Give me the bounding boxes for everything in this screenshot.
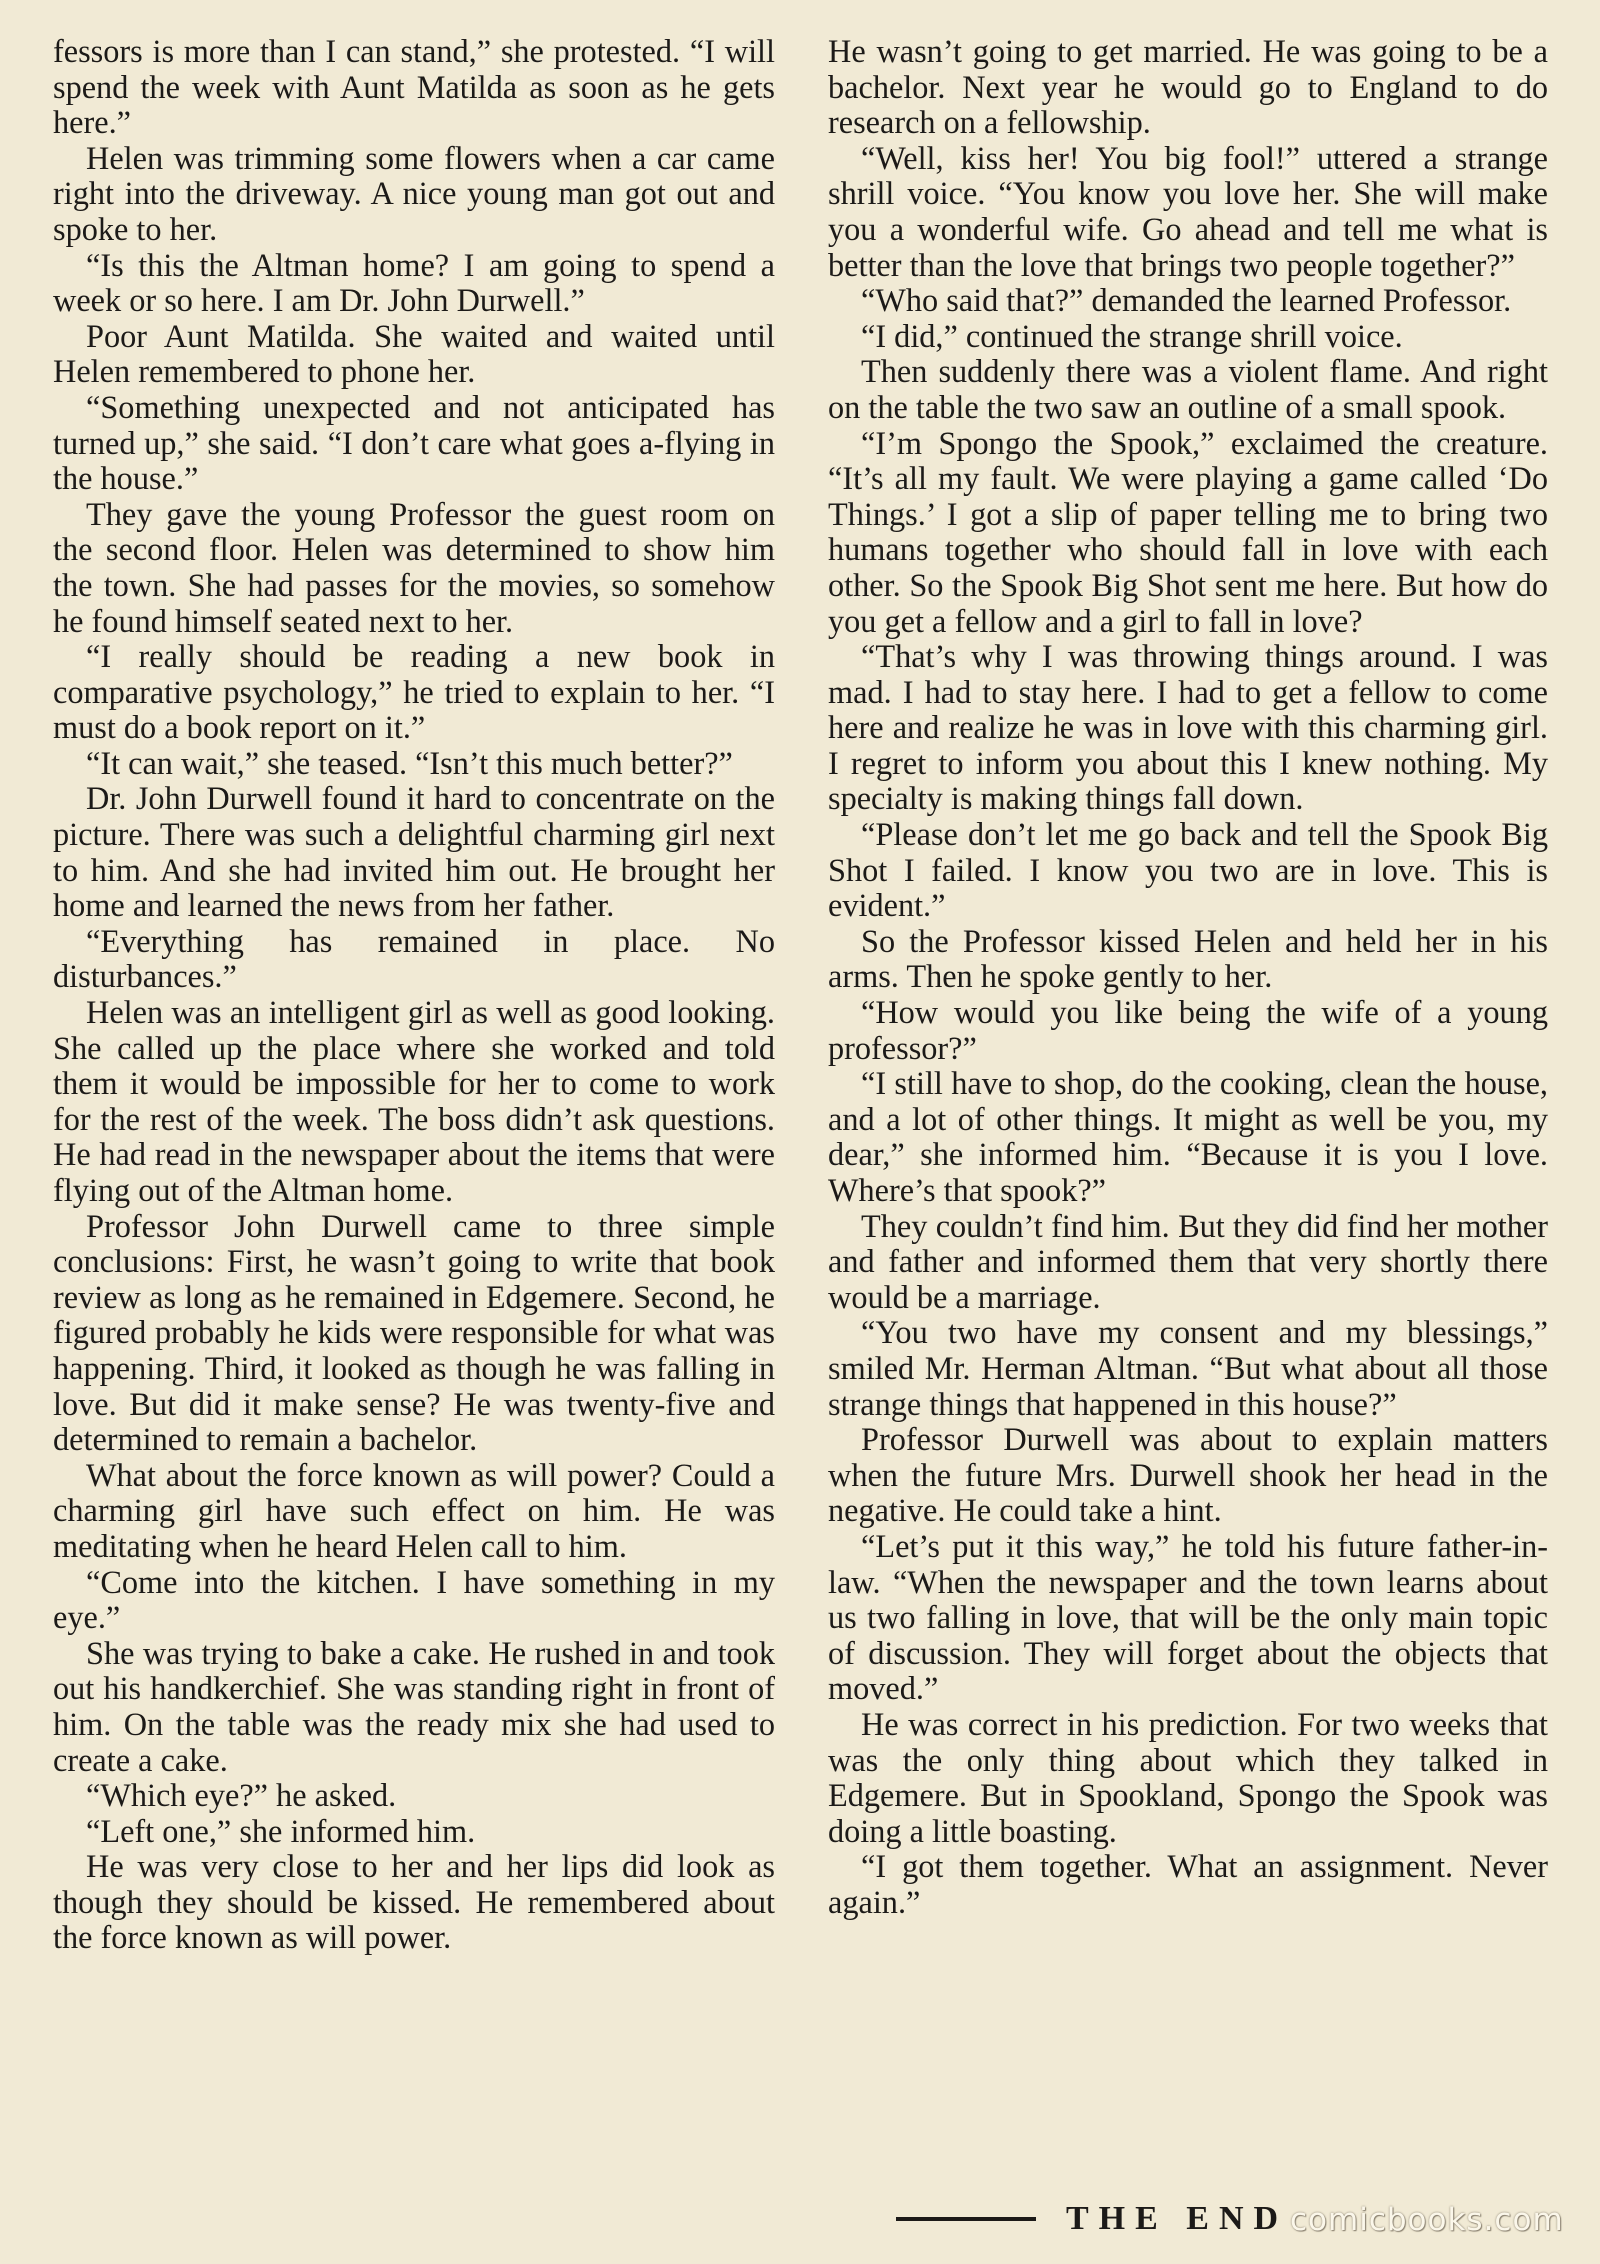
paragraph: “Something unexpected and not anticipated has turned up,” she said. “I don’t care what goes a-flying in the house.” [53, 388, 775, 497]
paragraph: What about the force known as will power? Could a charming girl have such effect on him. He was meditating when he heard Helen call to him. [53, 1456, 775, 1564]
paragraph: “Well, kiss her! You big fool!” uttered a strange shrill voice. “You know you love her. She will make you a wonderful wife. Go ahead and tell me what is better than the love that brings two people together?” [828, 139, 1548, 283]
paragraph: “I did,” continued the strange shrill voice. [861, 317, 1403, 354]
paragraph: “It can wait,” she teased. “Isn’t this much better?” [86, 744, 733, 781]
paragraph: She was trying to bake a cake. He rushed in and took out his handkerchief. She was standing right in front of him. On the table was the ready mix she had used to create a cake. [53, 1634, 775, 1778]
paragraph: He wasn’t going to get married. He was going to be a bachelor. Next year he would go to England to do research on a fellowship. [828, 33, 1548, 141]
paragraph: Then suddenly there was a violent flame. And right on the table the two saw an outline of a small spook. [828, 353, 1548, 425]
left-column [53, 34, 775, 1956]
paragraph: “Everything has remained in place. No disturbances.” [53, 922, 775, 995]
paragraph: He was very close to her and her lips did look as though they should be kissed. He remembered about the force known as will power. [53, 1848, 775, 1956]
paragraph: They couldn’t find him. But they did find her mother and father and informed them that very shortly there would be a marriage. [828, 1207, 1548, 1315]
paragraph: He was correct in his prediction. For two weeks that was the only thing about which they talked in Edgemere. But in Spookland, Spongo the Spook was doing a little boasting. [828, 1705, 1548, 1849]
paragraph: Dr. John Durwell found it hard to concentrate on the picture. There was such a delightful charming girl next to him. And she had invited him out. He brought her home and learned the news from her father. [53, 780, 775, 924]
paragraph: “Left one,” she informed him. [86, 1812, 476, 1849]
paragraph: “Who said that?” demanded the learned Professor. [861, 282, 1512, 319]
the-end-text: THE END [1066, 2200, 1289, 2237]
the-end-marker [896, 2200, 1310, 2238]
source-watermark: comicbooks.com [1290, 2202, 1564, 2238]
paragraph: “You two have my consent and my blessings,” smiled Mr. Herman Altman. “But what about all those strange things that happened in this house?” [828, 1314, 1548, 1422]
paragraph: “Come into the kitchen. I have something in my eye.” [53, 1563, 775, 1636]
paragraph: Poor Aunt Matilda. She waited and waited until Helen remembered to phone her. [53, 317, 775, 390]
paragraph: “I still have to shop, do the cooking, clean the house, and a lot of other things. It might as well be you, my dear,” she informed him. “Because it is you I love. Where’s that spook?” [828, 1065, 1548, 1208]
paragraph: “Which eye?” he asked. [86, 1777, 397, 1814]
right-column [828, 34, 1548, 1920]
paragraph: “That’s why I was throwing things around. I was mad. I had to stay here. I had to get a fellow to come here and realize he was in love with this charming girl. I regret to inform you about this I knew nothing. My specialty is making things fall down. [828, 638, 1548, 817]
paragraph: “I got them together. What an assignment. Never again.” [828, 1848, 1548, 1920]
paragraph: “Is this the Altman home? I am going to spend a week or so here. I am Dr. John Durwell.” [53, 246, 775, 319]
paragraph: Professor John Durwell came to three simple conclusions: First, he wasn’t going to write that book review as long as he remained in Edgemere. Second, he figured probably he kids were responsible for what was happening. Third, it looked as though he was falling in love. But did it make sense? He was twenty-five and determined to remain a bachelor. [53, 1207, 775, 1458]
paragraph: “Please don’t let me go back and tell the Spook Big Shot I failed. I know you two are in love. This is evident.” [828, 816, 1548, 924]
paragraph: “How would you like being the wife of a young professor?” [828, 994, 1548, 1066]
paragraph: “I’m Spongo the Spook,” exclaimed the creature. “It’s all my fault. We were playing a game called ‘Do Things.’ I got a slip of paper telling me to bring two humans together who should fall in love with each other. So the Spook Big Shot sent me here. But how do you get a fellow and a girl to fall in love? [828, 424, 1548, 639]
end-rule-line [896, 2217, 1036, 2221]
paragraph: Helen was trimming some flowers when a car came right into the driveway. A nice young man got out and spoke to her. [53, 139, 775, 247]
paragraph: “Let’s put it this way,” he told his future father-in-law. “When the newspaper and the town learns about us two falling in love, that will be the only main topic of discussion. They will forget about the objects that moved.” [828, 1527, 1548, 1707]
paragraph: They gave the young Professor the guest room on the second floor. Helen was determined to show him the town. She had passes for the movies, so somehow he found himself seated next to her. [53, 495, 775, 639]
paragraph: So the Professor kissed Helen and held her in his arms. Then he spoke gently to her. [828, 922, 1548, 995]
paragraph: Helen was an intelligent girl as well as good looking. She called up the place where she worked and told them it would be impossible for her to come to work for the rest of the week. The boss didn’t ask questions. He had read in the newspaper about the items that were flying out of the Altman home. [53, 994, 775, 1208]
paragraph: “I really should be reading a new book in comparative psychology,” he tried to explain to her. “I must do a book report on it.” [53, 638, 775, 746]
paragraph: fessors is more than I can stand,” she protested. “I will spend the week with Aunt Matilda as soon as he gets here.” [53, 33, 775, 141]
paragraph: Professor Durwell was about to explain matters when the future Mrs. Durwell shook her head in the negative. He could take a hint. [828, 1421, 1548, 1529]
